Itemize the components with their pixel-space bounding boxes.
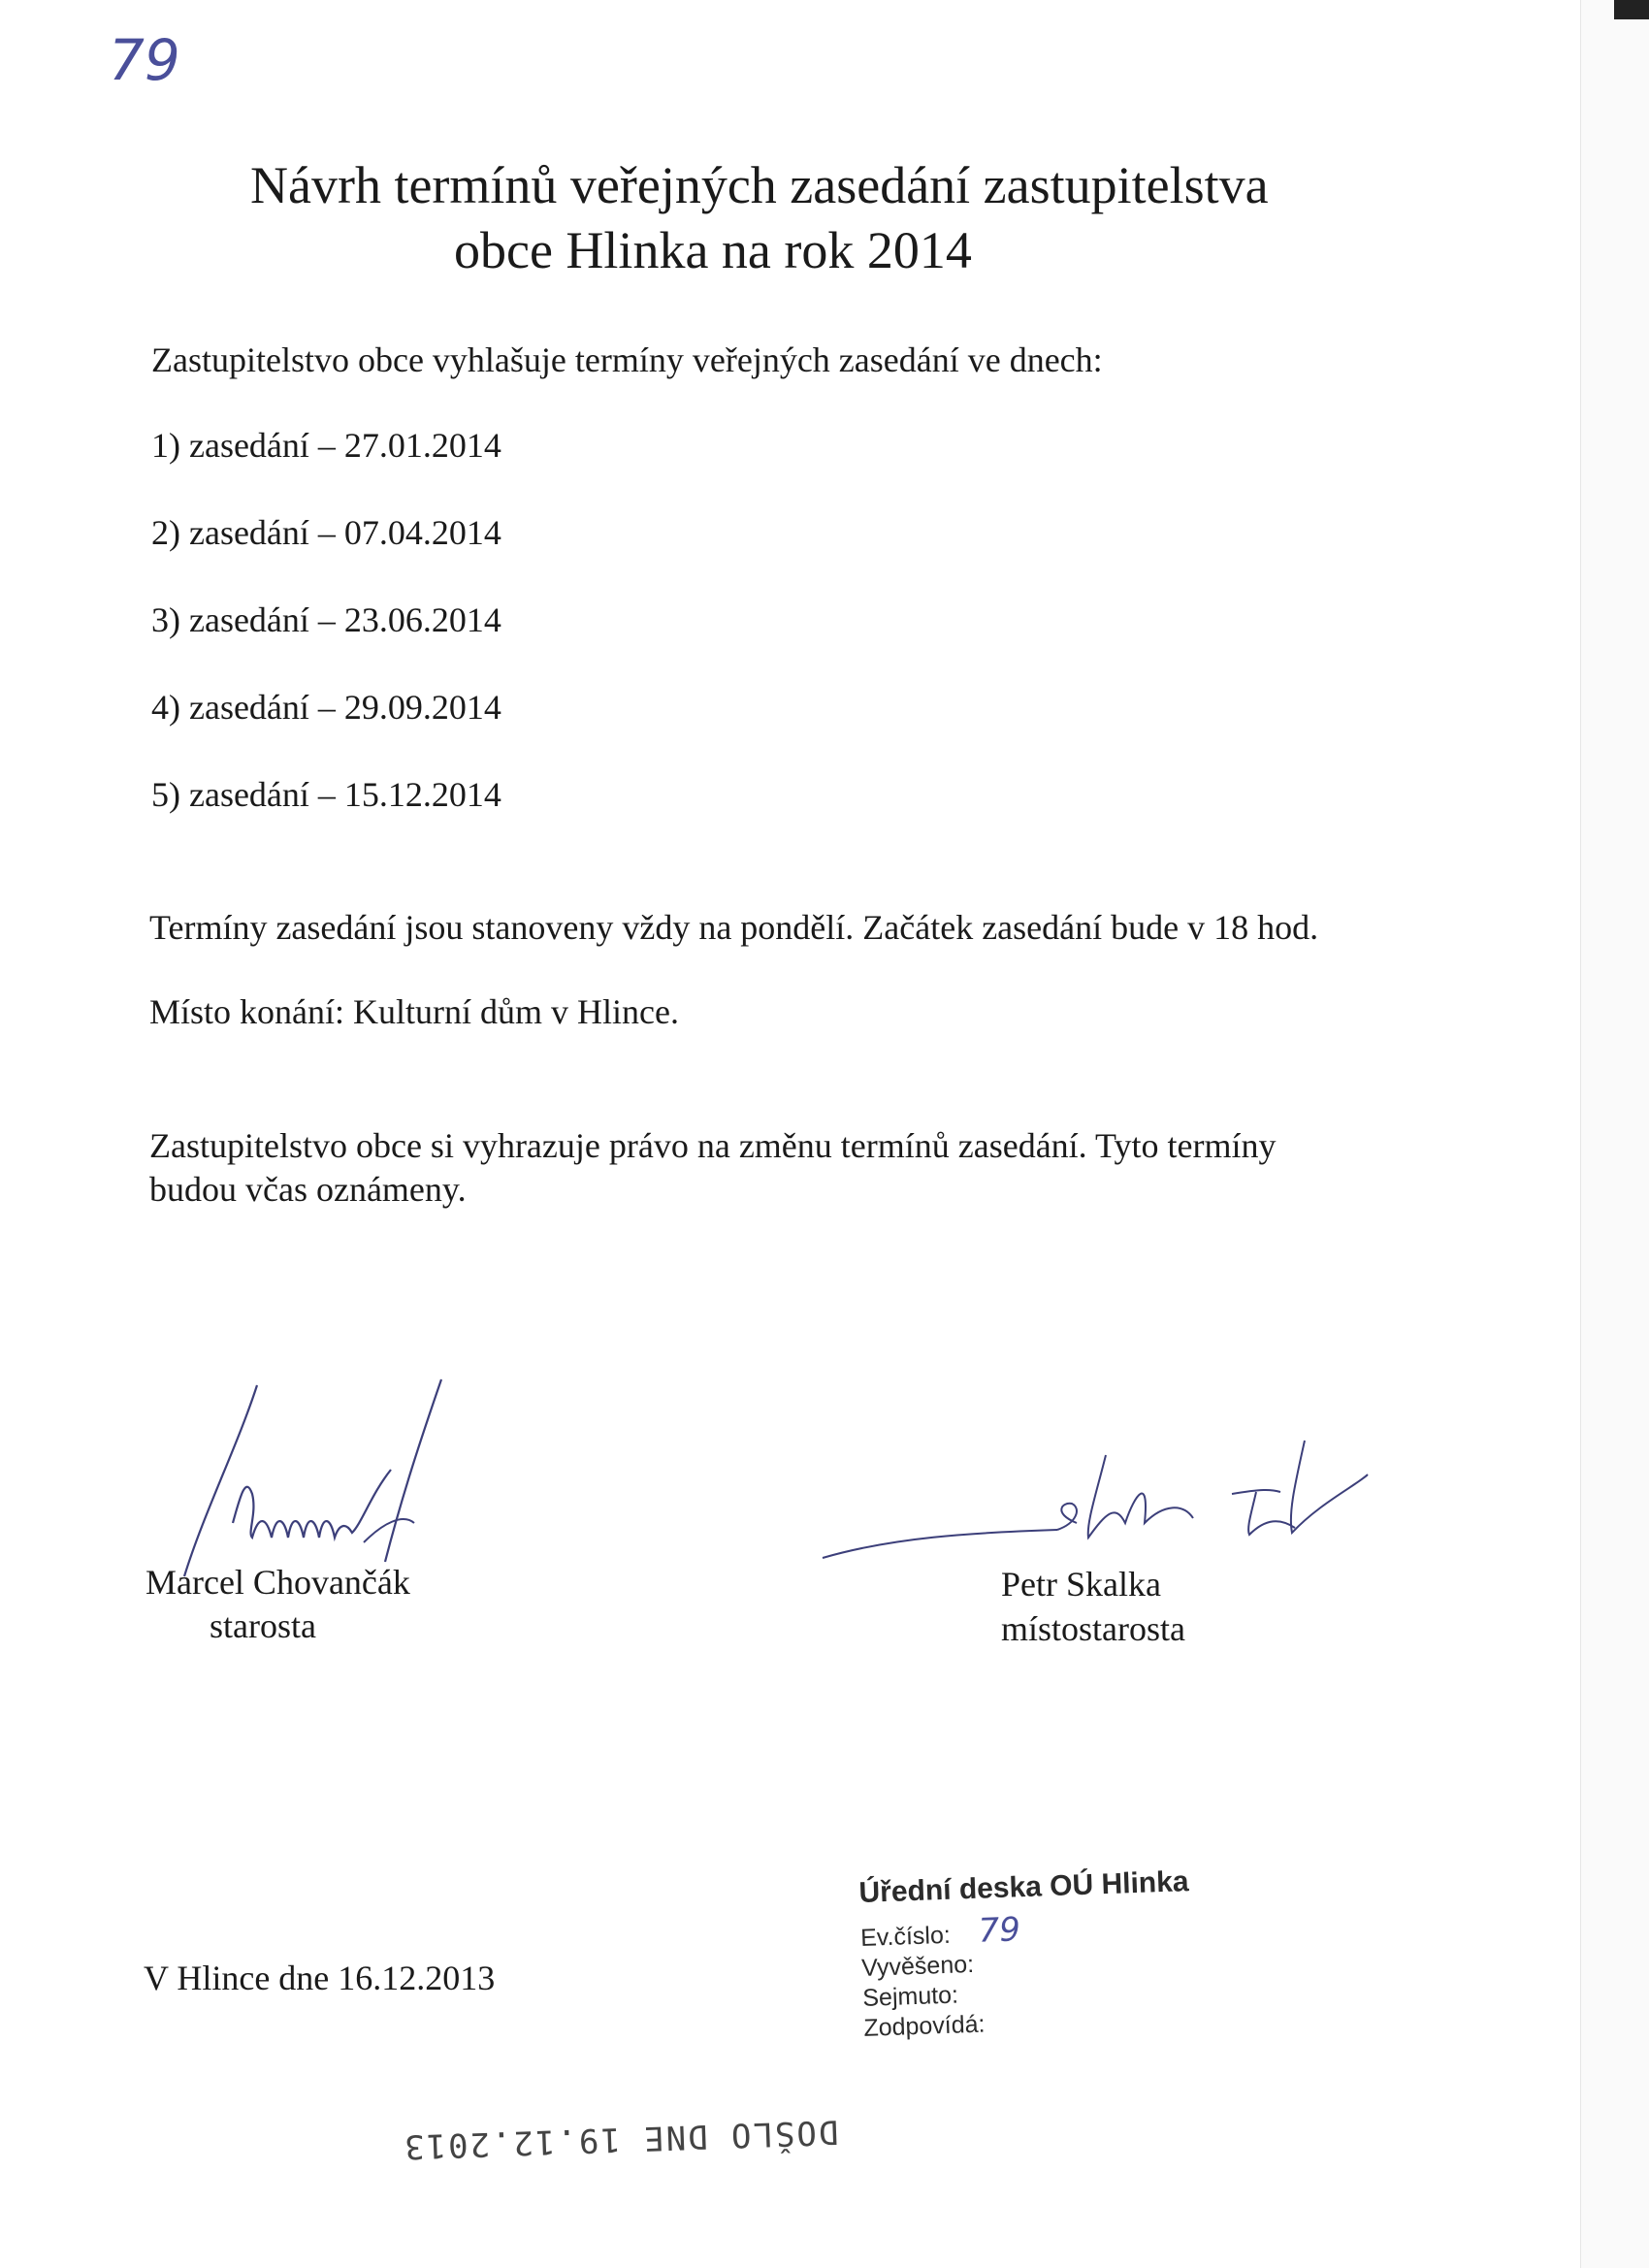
signatory-right-role: místostarosta: [1001, 1609, 1185, 1648]
removed-label: Sejmuto:: [861, 1981, 959, 2012]
venue-text: Místo konání: Kulturní dům v Hlince.: [149, 992, 679, 1031]
meeting-item: 5) zasedání – 15.12.2014: [151, 775, 501, 814]
posted-label: Vyvěšeno:: [860, 1950, 975, 1982]
signatory-left-role: starosta: [210, 1606, 316, 1645]
place-date: V Hlince dne 16.12.2013: [144, 1959, 496, 1997]
received-date-stamp: DOŠLO DNE 19.12.2013: [402, 2112, 839, 2166]
signature-skalka: [815, 1436, 1377, 1571]
document-title-line1: Návrh termínů veřejných zasedání zastupitelstva: [250, 156, 1269, 214]
schedule-note: Termíny zasedání jsou stanoveny vždy na pondělí. Začátek zasedání bude v 18 hod.: [149, 908, 1319, 947]
ev-number-value: 79: [977, 1910, 1021, 1951]
reservation-line1: Zastupitelstvo obce si vyhrazuje právo na změnu termínů zasedání. Tyto termíny: [149, 1126, 1277, 1165]
notice-board-stamp: [858, 1865, 1194, 2043]
document-title-line2: obce Hlinka na rok 2014: [454, 221, 972, 279]
signature-chovancak: [160, 1377, 470, 1581]
scan-edge: [1580, 0, 1649, 2268]
handwritten-number: 79: [109, 27, 180, 93]
meeting-item: 1) zasedání – 27.01.2014: [151, 426, 501, 465]
meeting-item: 2) zasedání – 07.04.2014: [151, 513, 501, 552]
reservation-line2: budou včas oznámeny.: [149, 1170, 467, 1209]
meeting-item: 3) zasedání – 23.06.2014: [151, 600, 501, 639]
notice-board-title: Úřední deska OÚ Hlinka: [858, 1865, 1190, 1909]
intro-text: Zastupitelstvo obce vyhlašuje termíny veřejných zasedání ve dnech:: [151, 340, 1103, 379]
signatory-left-name: Marcel Chovančák: [146, 1563, 410, 1602]
signatory-right-name: Petr Skalka: [1001, 1565, 1161, 1604]
scan-edge-mark: [1614, 0, 1649, 19]
responsible-label: Zodpovídá:: [862, 2010, 986, 2042]
ev-number-label: Ev.číslo:: [859, 1921, 952, 1952]
meeting-item: 4) zasedání – 29.09.2014: [151, 688, 501, 727]
